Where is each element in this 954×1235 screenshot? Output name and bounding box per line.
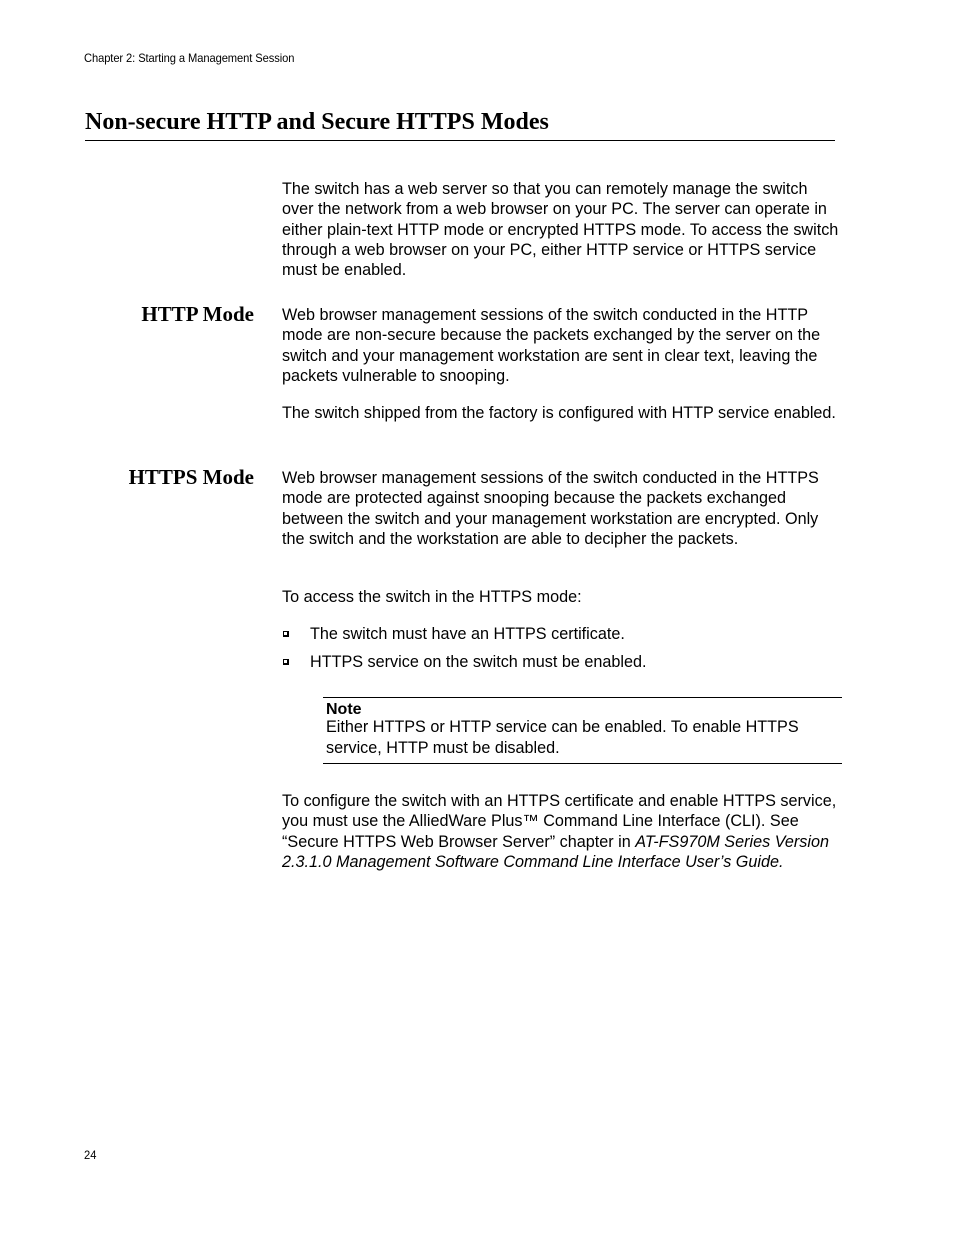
running-head: Chapter 2: Starting a Management Session xyxy=(84,51,295,65)
https-mode-paragraph: Web browser management sessions of the switch conducted in the HTTPS mode are protected against snooping because the packets exchanged between the switch and your management workstation are encrypted. Only the switch and the workstation are able to decipher the packets. xyxy=(282,469,819,548)
list-item-text: HTTPS service on the switch must be enabled. xyxy=(310,653,647,671)
http-mode-paragraph: Web browser management sessions of the switch conducted in the HTTP mode are non-secure because the packets exchanged by the server on the switch and your management workstation are sent in clear text, leaving the packets vulnerable to snooping. xyxy=(282,306,821,385)
checkbox-bullet-icon xyxy=(283,631,289,637)
intro-paragraph: The switch has a web server so that you can remotely manage the switch over the network from a web browser on your PC. The server can operate in either plain-text HTTP mode or encrypted HTTPS mode. To access the switch through a web browser on your PC, either HTTP service or HTTPS service must be enabled. xyxy=(282,180,839,280)
checkbox-bullet-icon xyxy=(283,659,289,665)
note-box xyxy=(323,697,842,764)
http-mode-heading: HTTP Mode xyxy=(141,302,254,326)
http-default-paragraph: The switch shipped from the factory is configured with HTTP service enabled. xyxy=(282,404,836,422)
section-title: Non-secure HTTP and Secure HTTPS Modes xyxy=(85,107,835,141)
note-text: Either HTTPS or HTTP service can be enabled. To enable HTTPS service, HTTP must be disabled. xyxy=(326,718,799,757)
note-label: Note xyxy=(326,701,362,718)
https-mode-heading: HTTPS Mode xyxy=(128,465,254,489)
guide-reference: AT-FS970M Series Version 2.3.1.0 Management Software Command Line Interface User’s Guide. xyxy=(282,832,829,871)
https-access-intro: To access the switch in the HTTPS mode: xyxy=(282,588,582,606)
page-number: 24 xyxy=(84,1148,97,1162)
configure-text: To configure the switch with an HTTPS certificate and enable HTTPS service, you must use the AlliedWare Plus™ Command Line Interface (CLI). See “Secure HTTPS Web Browser Server” chapter in xyxy=(282,792,837,851)
list-item-text: The switch must have an HTTPS certificate. xyxy=(310,625,625,643)
configure-paragraph xyxy=(282,791,842,872)
